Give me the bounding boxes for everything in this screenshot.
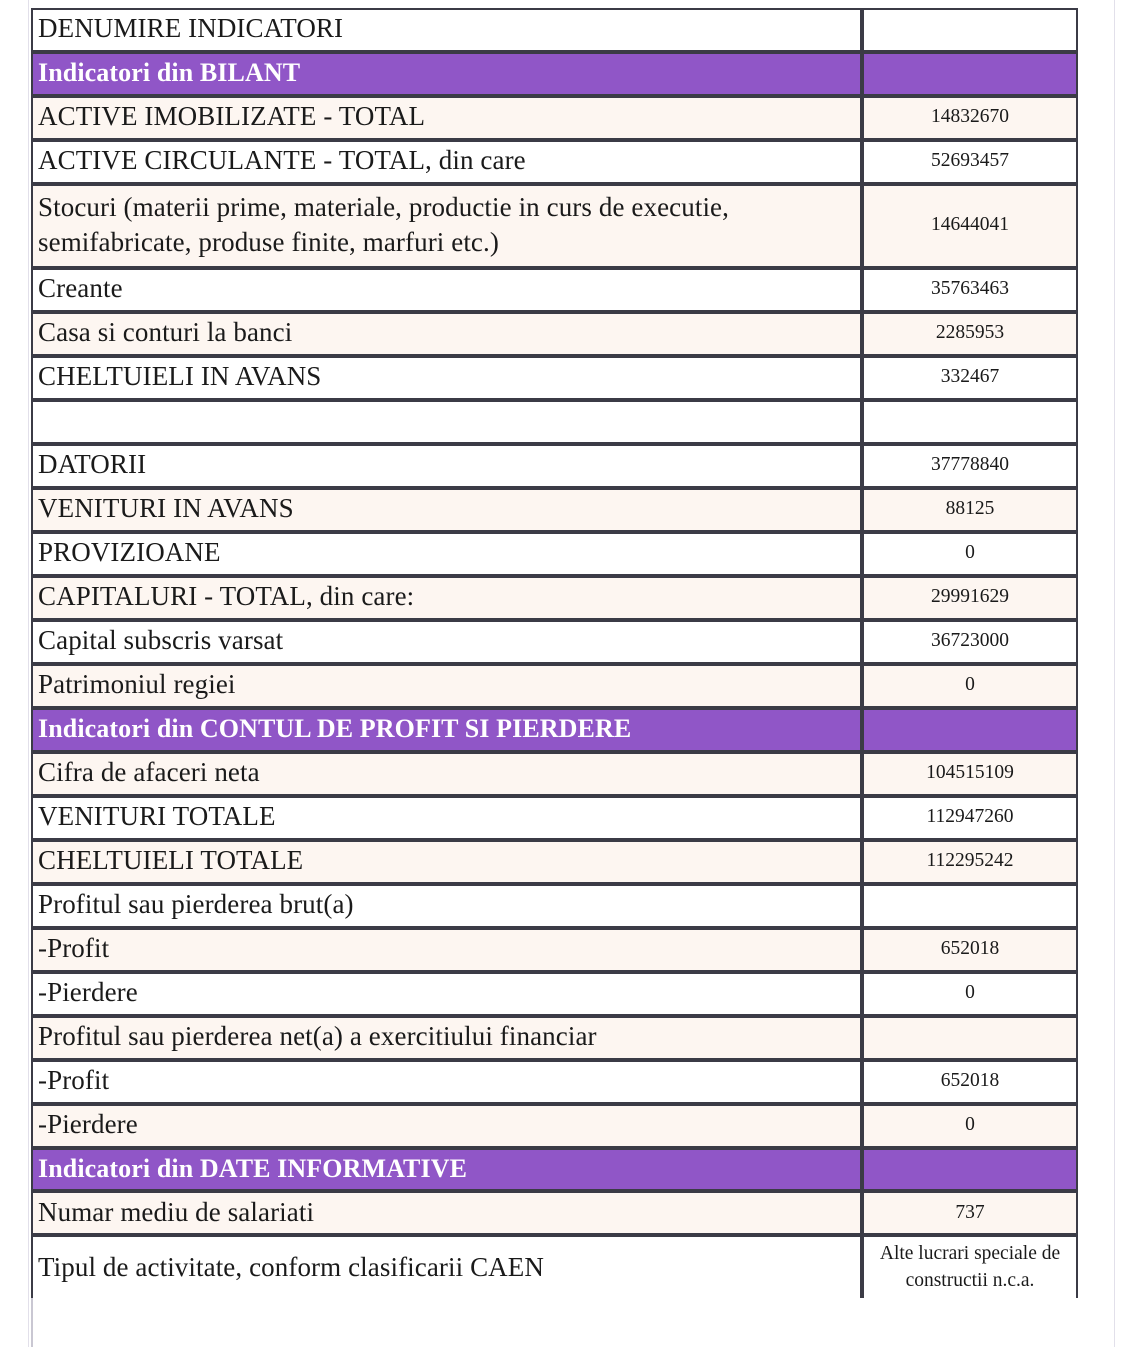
indicator-label: Stocuri (materii prime, materiale, productie in curs de executie, semifabricate, produse finite, marfuri etc.) [31,184,862,268]
spacer-cell-value [862,400,1078,444]
table-row [31,620,1078,664]
indicators-table [31,8,1078,1301]
indicator-value: 0 [862,664,1078,708]
indicator-value: 652018 [862,928,1078,972]
indicator-label: ACTIVE IMOBILIZATE - TOTAL [31,96,862,140]
indicator-value [862,884,1078,928]
spacer-cell-label [31,400,862,444]
indicator-value [862,1016,1078,1060]
section-header-value [862,1148,1078,1192]
table-section-row [31,52,1078,96]
indicator-label: Patrimoniul regiei [31,664,862,708]
table-row [31,576,1078,620]
indicator-value: 112947260 [862,796,1078,840]
indicator-label: CAPITALURI - TOTAL, din care: [31,576,862,620]
financial-indicators-sheet [31,8,1078,1301]
indicator-value: 37778840 [862,444,1078,488]
table-row [31,1235,1078,1301]
table-row [31,1104,1078,1148]
indicator-label: Tipul de activitate, conform clasificarii CAEN [31,1235,862,1301]
indicator-label: VENITURI IN AVANS [31,488,862,532]
indicator-label: Cifra de afaceri neta [31,752,862,796]
indicator-label: Profitul sau pierderea brut(a) [31,884,862,928]
indicator-value: 0 [862,972,1078,1016]
indicator-value: 0 [862,1104,1078,1148]
section-header-label: Indicatori din DATE INFORMATIVE [31,1148,862,1192]
table-row [31,96,1078,140]
indicator-value: 2285953 [862,312,1078,356]
indicator-value: 29991629 [862,576,1078,620]
table-row [31,796,1078,840]
indicator-value: 332467 [862,356,1078,400]
table-row [31,840,1078,884]
table-row [31,1060,1078,1104]
indicator-label: ACTIVE CIRCULANTE - TOTAL, din care [31,140,862,184]
indicator-value: 104515109 [862,752,1078,796]
table-header-row [31,8,1078,52]
table-row [31,488,1078,532]
section-header-label: Indicatori din CONTUL DE PROFIT SI PIERDERE [31,708,862,752]
table-spacer-row [31,400,1078,444]
indicator-value: 35763463 [862,268,1078,312]
indicator-label: Creante [31,268,862,312]
table-row [31,972,1078,1016]
column-header-value [862,8,1078,52]
page-rail-left [28,0,29,1347]
table-row [31,444,1078,488]
table-row [31,532,1078,576]
indicator-label: PROVIZIOANE [31,532,862,576]
indicator-label: -Profit [31,928,862,972]
indicator-label: CHELTUIELI TOTALE [31,840,862,884]
indicator-label: Profitul sau pierderea net(a) a exercitiului financiar [31,1016,862,1060]
table-row [31,268,1078,312]
below-table-area [31,1298,1080,1347]
indicator-value: 52693457 [862,140,1078,184]
table-row [31,140,1078,184]
section-header-value [862,52,1078,96]
table-row [31,356,1078,400]
indicator-value: 88125 [862,488,1078,532]
indicator-value: 36723000 [862,620,1078,664]
indicator-value: 737 [862,1191,1078,1235]
table-row [31,752,1078,796]
indicator-label: VENITURI TOTALE [31,796,862,840]
table-row [31,312,1078,356]
table-row [31,664,1078,708]
indicator-label: Capital subscris varsat [31,620,862,664]
indicator-label: CHELTUIELI IN AVANS [31,356,862,400]
table-section-row [31,708,1078,752]
table-row [31,1016,1078,1060]
section-header-value [862,708,1078,752]
indicator-value: 652018 [862,1060,1078,1104]
page-rail-right [1114,0,1115,1347]
indicator-value: 0 [862,532,1078,576]
indicator-label: Numar mediu de salariati [31,1191,862,1235]
table-row [31,1191,1078,1235]
indicator-value: 112295242 [862,840,1078,884]
indicator-label: Casa si conturi la banci [31,312,862,356]
table-row [31,184,1078,268]
table-row [31,928,1078,972]
section-header-label: Indicatori din BILANT [31,52,862,96]
indicator-value: 14644041 [862,184,1078,268]
table-row [31,884,1078,928]
indicator-label: -Profit [31,1060,862,1104]
indicator-label: -Pierdere [31,1104,862,1148]
table-section-row [31,1148,1078,1192]
column-header-label: DENUMIRE INDICATORI [31,8,862,52]
indicator-label: -Pierdere [31,972,862,1016]
indicator-value: 14832670 [862,96,1078,140]
indicator-value: Alte lucrari speciale de constructii n.c.a. [862,1235,1078,1301]
indicator-label: DATORII [31,444,862,488]
